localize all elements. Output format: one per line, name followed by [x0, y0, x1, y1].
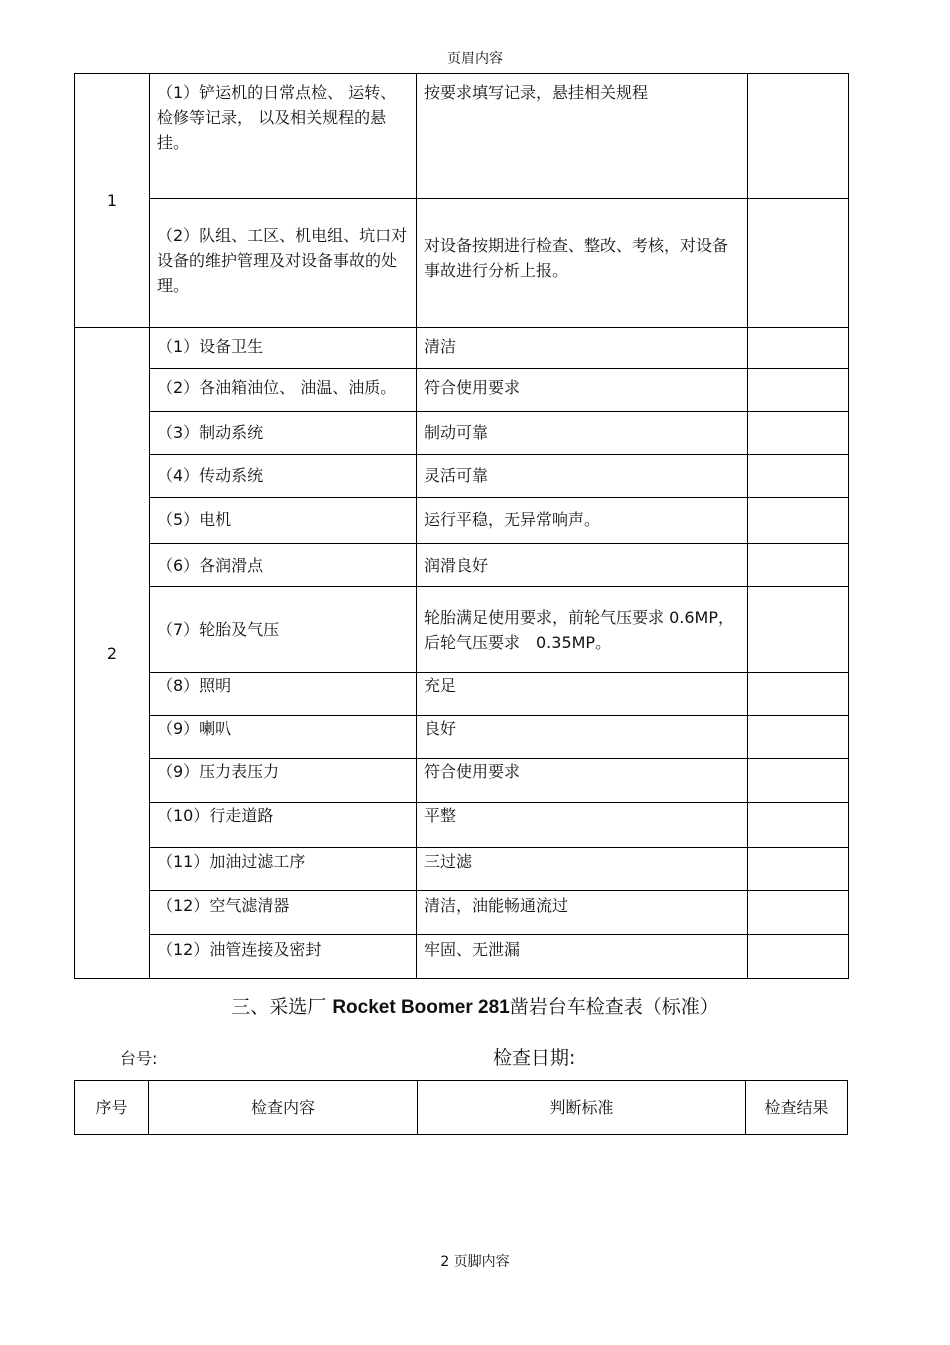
- standard-cell: 对设备按期进行检查、整改、考核，对设备事故进行分析上报。: [417, 199, 748, 328]
- result-cell: [748, 848, 849, 891]
- page-footer: 2 页脚内容: [440, 1254, 510, 1270]
- table-row: [75, 848, 849, 891]
- table-row: [75, 759, 849, 803]
- result-cell: [748, 412, 849, 455]
- item-cell: （9）压力表压力: [150, 759, 417, 803]
- item-cell: （6）各润滑点: [150, 544, 417, 587]
- standard-cell: 良好: [417, 716, 748, 759]
- item-cell: （3）制动系统: [150, 412, 417, 455]
- header-seq: 序号: [75, 1081, 149, 1135]
- standard-cell: 清洁: [417, 328, 748, 369]
- result-cell: [748, 587, 849, 673]
- standard-cell: 灵活可靠: [417, 455, 748, 498]
- item-cell: （5）电机: [150, 498, 417, 544]
- standard-cell: 轮胎满足使用要求，前轮气压要求 0.6MP，后轮气压要求 0.35MP。: [417, 587, 748, 673]
- page-header: 页眉内容: [447, 51, 503, 67]
- result-cell: [748, 673, 849, 716]
- item-cell: （11）加油过滤工序: [150, 848, 417, 891]
- standard-cell: 平整: [417, 803, 748, 848]
- table-row: [75, 412, 849, 455]
- table-row: [75, 803, 849, 848]
- section-title-prefix: 三、采选厂: [231, 996, 333, 1018]
- item-cell: （2）队组、工区、机电组、坑口对设备的维护管理及对设备事故的处理。: [150, 199, 417, 328]
- section-title-model: Rocket Boomer 281: [332, 997, 510, 1018]
- header-standard: 判断标准: [418, 1081, 746, 1135]
- result-cell: [748, 369, 849, 412]
- result-cell: [748, 891, 849, 935]
- standard-cell: 制动可靠: [417, 412, 748, 455]
- item-cell: （8）照明: [150, 673, 417, 716]
- seq-cell: 1: [75, 74, 150, 328]
- table-row: [75, 455, 849, 498]
- plate-number-label: 台号:: [120, 1049, 158, 1068]
- standard-cell: 三过滤: [417, 848, 748, 891]
- result-cell: [748, 455, 849, 498]
- table-row: [75, 891, 849, 935]
- table-row: [75, 587, 849, 673]
- item-cell: （12）油管连接及密封: [150, 935, 417, 979]
- table-row: [75, 935, 849, 979]
- inspection-table-continued: [74, 73, 849, 979]
- item-cell: （1）设备卫生: [150, 328, 417, 369]
- table-row: [75, 74, 849, 199]
- item-cell: （1）铲运机的日常点检、 运转、检修等记录， 以及相关规程的悬挂。: [150, 74, 417, 199]
- result-cell: [748, 935, 849, 979]
- item-cell: （4）传动系统: [150, 455, 417, 498]
- table-row: [75, 328, 849, 369]
- result-cell: [748, 328, 849, 369]
- section-title: [0, 992, 950, 1019]
- section-title-suffix: 凿岩台车检查表（标准）: [509, 996, 719, 1018]
- inspection-date-label: 检查日期:: [493, 1047, 576, 1069]
- standard-cell: 符合使用要求: [417, 759, 748, 803]
- result-cell: [748, 716, 849, 759]
- standard-cell: 润滑良好: [417, 544, 748, 587]
- table-row: [75, 498, 849, 544]
- item-cell: （9）喇叭: [150, 716, 417, 759]
- seq-cell: 2: [75, 328, 150, 979]
- standard-cell: 充足: [417, 673, 748, 716]
- item-cell: （2）各油箱油位、 油温、油质。: [150, 369, 417, 412]
- table-row: [75, 199, 849, 328]
- result-cell: [748, 498, 849, 544]
- item-cell: （10）行走道路: [150, 803, 417, 848]
- result-cell: [748, 74, 849, 199]
- standard-cell: 按要求填写记录，悬挂相关规程: [417, 74, 748, 199]
- item-cell: （12）空气滤清器: [150, 891, 417, 935]
- item-cell: （7）轮胎及气压: [150, 587, 417, 673]
- header-content: 检查内容: [149, 1081, 418, 1135]
- table-row: [75, 544, 849, 587]
- standard-cell: 运行平稳，无异常响声。: [417, 498, 748, 544]
- result-cell: [748, 199, 849, 328]
- table-row: [75, 673, 849, 716]
- result-cell: [748, 803, 849, 848]
- standard-cell: 牢固、无泄漏: [417, 935, 748, 979]
- result-cell: [748, 759, 849, 803]
- header-row: [75, 1081, 848, 1135]
- inspection-table-header: [74, 1080, 848, 1135]
- header-result: 检查结果: [746, 1081, 848, 1135]
- table-row: [75, 369, 849, 412]
- result-cell: [748, 544, 849, 587]
- table-row: [75, 716, 849, 759]
- standard-cell: 符合使用要求: [417, 369, 748, 412]
- standard-cell: 清洁，油能畅通流过: [417, 891, 748, 935]
